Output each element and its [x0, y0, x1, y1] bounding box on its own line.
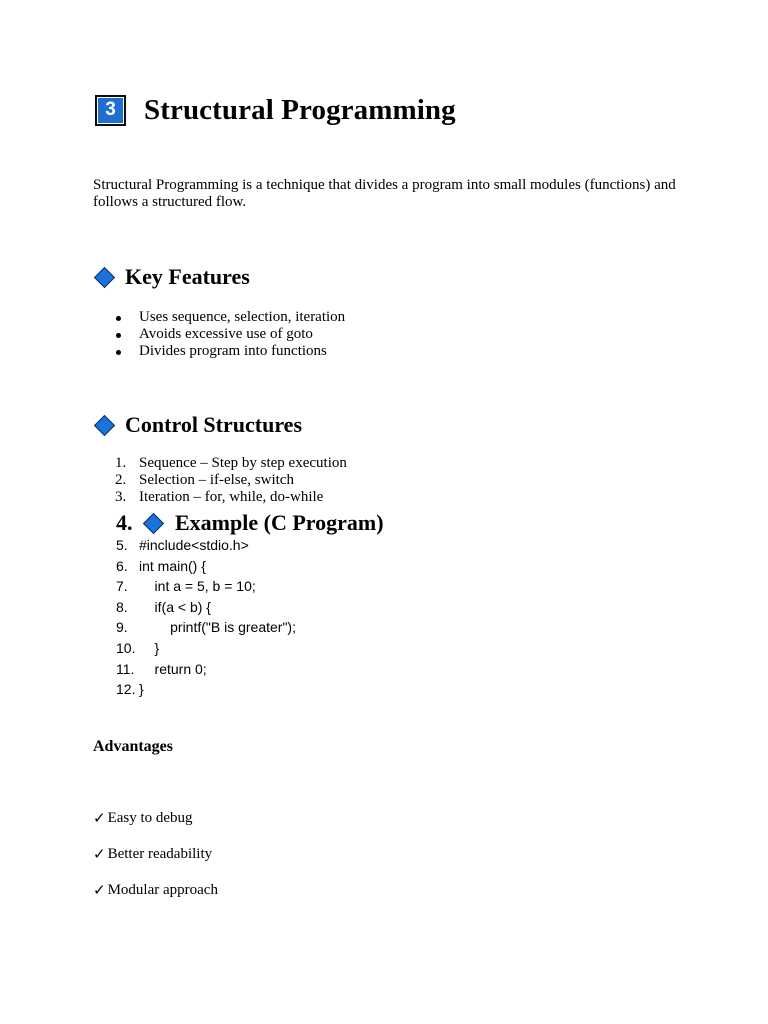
list-item	[93, 455, 347, 472]
advantage-text: Better readability	[107, 845, 213, 862]
code-line-text: return 0;	[139, 660, 207, 677]
code-line-text: int a = 5, b = 10;	[139, 578, 256, 595]
list-item-text: Sequence – Step by step execution	[139, 455, 347, 471]
list-item	[93, 343, 345, 360]
code-line-text: }	[139, 681, 144, 698]
code-line-text: printf("B is greater");	[139, 619, 296, 636]
intro-paragraph: Structural Programming is a technique that divides a program into small modules (functions) and follows a structured flow.	[93, 177, 676, 210]
example-heading	[116, 509, 384, 537]
code-line-number: 5.	[116, 537, 128, 553]
check-mark-icon: ✓	[93, 809, 106, 827]
list-item	[93, 309, 345, 326]
key-features-list	[93, 309, 345, 360]
list-item-text: Divides program into functions	[139, 343, 327, 359]
list-item	[93, 472, 347, 489]
code-line	[116, 659, 296, 680]
advantage-text: Modular approach	[107, 881, 218, 898]
list-item-text: Uses sequence, selection, iteration	[139, 309, 346, 325]
code-line-number: 7.	[116, 578, 128, 595]
diamond-bullet-icon	[143, 512, 164, 533]
code-line	[116, 679, 296, 700]
list-item-text: Iteration – for, while, do-while	[139, 489, 324, 505]
section-number: 3	[105, 99, 116, 120]
code-line	[116, 556, 296, 577]
list-item	[93, 326, 345, 343]
list-number: 1.	[115, 455, 127, 471]
advantages-heading: Advantages	[93, 738, 174, 755]
code-line-number: 8.	[116, 598, 128, 615]
control-structures-heading	[93, 412, 302, 438]
list-item-text: Avoids excessive use of goto	[139, 326, 313, 342]
list-item	[93, 489, 347, 506]
code-line-text: if(a < b) {	[139, 598, 211, 615]
code-line	[116, 617, 296, 638]
code-line-text: }	[139, 639, 160, 656]
list-number: 2.	[115, 472, 127, 488]
code-line-number: 9.	[116, 619, 128, 636]
code-line	[116, 535, 296, 556]
bullet-dot-icon	[116, 333, 121, 338]
page-title-row	[95, 90, 456, 130]
control-structures-title: Control Structures	[125, 412, 303, 437]
diamond-bullet-icon	[94, 414, 115, 435]
code-line-number: 10.	[116, 639, 136, 656]
advantage-item	[93, 845, 212, 863]
advantage-item	[93, 881, 218, 899]
diamond-bullet-icon	[94, 266, 115, 287]
code-block	[116, 535, 296, 700]
code-line-number: 11.	[116, 660, 135, 677]
page-title: Structural Programming	[144, 93, 456, 126]
example-title: Example (C Program)	[175, 510, 384, 535]
code-line-text: #include<stdio.h>	[139, 537, 249, 553]
key-features-title: Key Features	[125, 264, 250, 289]
code-line	[116, 576, 296, 597]
check-mark-icon: ✓	[93, 845, 106, 863]
check-mark-icon: ✓	[93, 881, 106, 899]
control-structures-list	[93, 455, 347, 506]
list-number: 3.	[115, 489, 127, 505]
code-line-number: 12.	[116, 681, 136, 698]
code-line-number: 6.	[116, 557, 128, 574]
advantage-item	[93, 809, 193, 827]
code-line-text: int main() {	[139, 557, 206, 574]
bullet-dot-icon	[116, 350, 121, 355]
key-features-heading	[93, 264, 250, 290]
advantage-text: Easy to debug	[107, 809, 193, 826]
example-number: 4.	[116, 510, 133, 535]
code-line	[116, 597, 296, 618]
section-number-badge	[95, 95, 126, 126]
bullet-dot-icon	[116, 316, 121, 321]
list-item-text: Selection – if-else, switch	[139, 472, 294, 488]
code-line	[116, 638, 296, 659]
